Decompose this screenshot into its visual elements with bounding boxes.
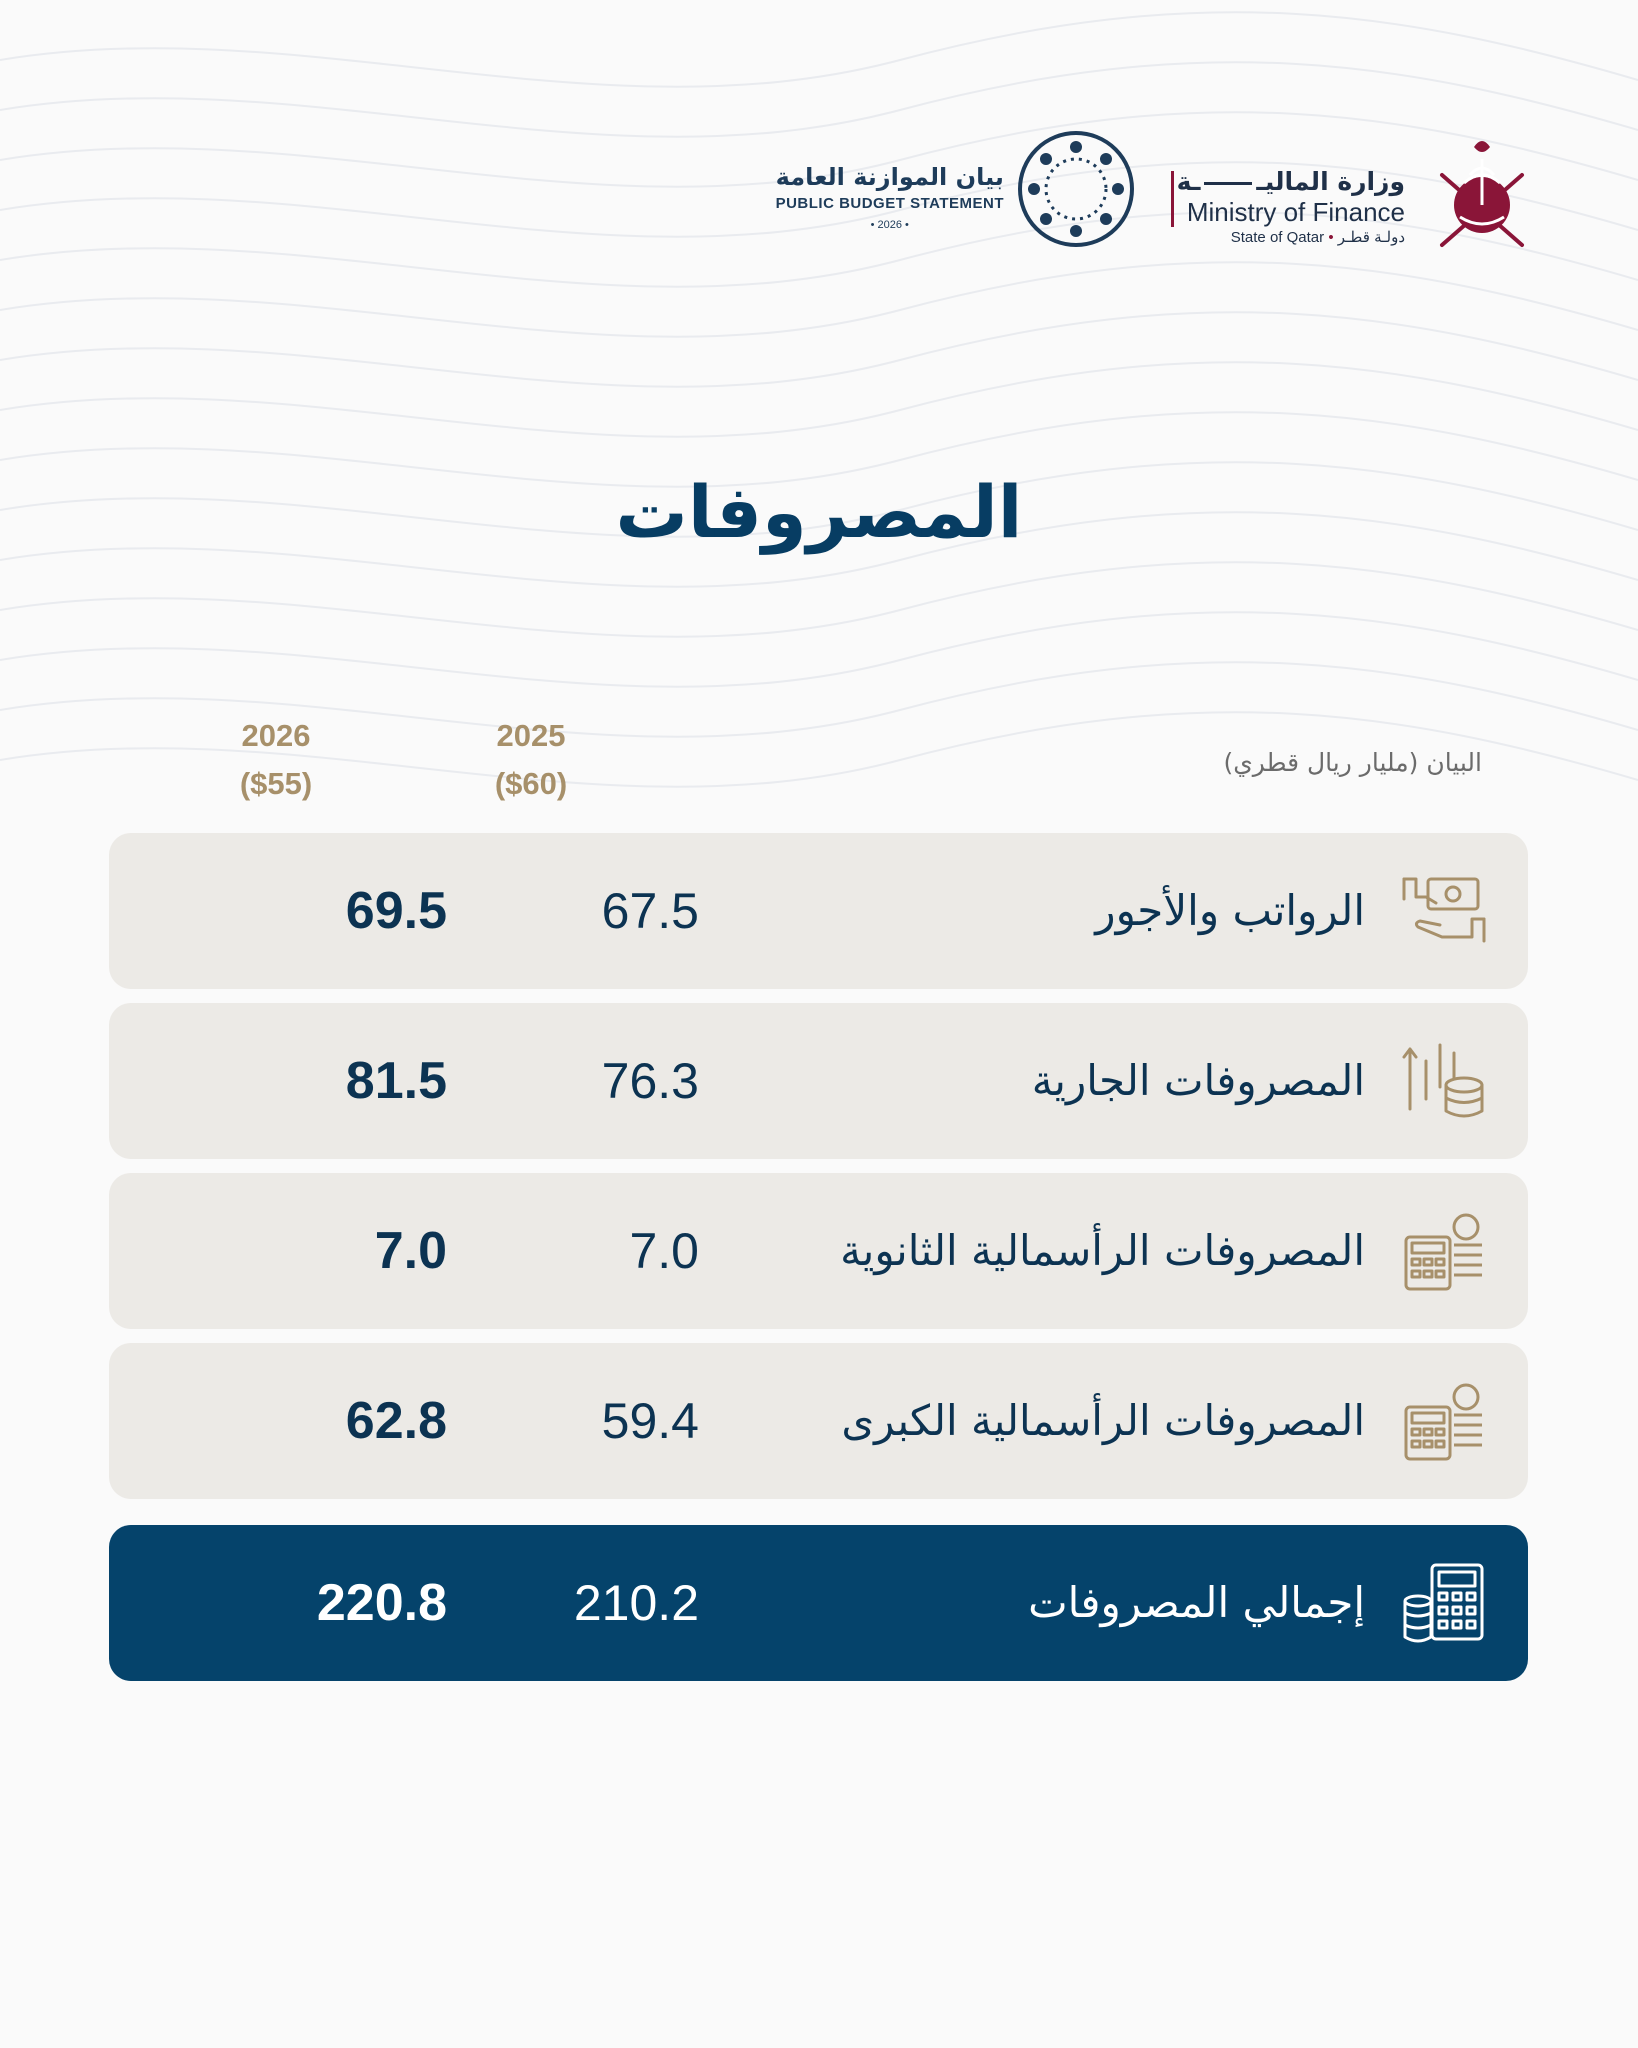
value-2026: 69.5 [345, 882, 447, 940]
ministry-name-ar: وزارة الماليـ [1256, 167, 1405, 196]
value-2026: 81.5 [345, 1052, 447, 1110]
value-2025: 7.0 [629, 1223, 699, 1279]
state-name-en: State of Qatar [1230, 229, 1325, 246]
ministry-name-ar-end: ـة [1176, 167, 1201, 196]
column-oil-price: ($55) [239, 766, 313, 801]
total-row [109, 1525, 1528, 1681]
budget-statement-emblem-icon [1014, 127, 1138, 251]
value-2026: 7.0 [374, 1222, 447, 1280]
table-row [109, 833, 1528, 989]
budget-name-en: PUBLIC BUDGET STATEMENT [775, 195, 1004, 212]
table-row [109, 1343, 1528, 1499]
budget-year: • 2026 • [870, 219, 909, 231]
column-year: 2026 [241, 718, 311, 753]
ministry-name-en: Ministry of Finance [1186, 197, 1405, 227]
column-header-2025 [421, 712, 641, 808]
dot-separator: • [1328, 229, 1334, 246]
calculator-cash-icon [1402, 1209, 1486, 1293]
salary-hand-icon [1402, 869, 1486, 953]
page-title: المصروفات [615, 470, 1023, 554]
value-2025: 67.5 [601, 883, 699, 939]
state-label [1177, 227, 1405, 249]
column-oil-price: ($60) [494, 766, 568, 801]
calculator-coins-icon [1402, 1561, 1486, 1645]
table-row [109, 1173, 1528, 1329]
coin-stack-chart-icon [1402, 1039, 1486, 1123]
row-label: الرواتب والأجور [1095, 886, 1365, 935]
header-divider [1171, 171, 1174, 227]
column-year: 2025 [496, 718, 566, 753]
qatar-emblem-icon [1434, 135, 1530, 255]
budget-statement-logo [776, 161, 1004, 235]
row-label: المصروفات الرأسمالية الثانوية [840, 1226, 1365, 1275]
value-2026: 220.8 [316, 1574, 447, 1632]
value-2026: 62.8 [345, 1392, 447, 1450]
dash-decoration [1204, 182, 1252, 185]
value-2025: 210.2 [573, 1575, 699, 1631]
column-header-2026 [166, 712, 386, 808]
value-2025: 59.4 [601, 1393, 699, 1449]
row-label: المصروفات الجارية [1031, 1056, 1365, 1105]
table-row [109, 1003, 1528, 1159]
value-2025: 76.3 [601, 1053, 699, 1109]
state-name-ar: دولـة قطـر [1337, 229, 1405, 246]
budget-name-ar: بيان الموازنة العامة [775, 163, 1004, 191]
header [630, 125, 1530, 275]
calculator-cash-icon [1402, 1379, 1486, 1463]
row-label: إجمالي المصروفات [1028, 1578, 1365, 1627]
row-label: المصروفات الرأسمالية الكبرى [841, 1396, 1365, 1445]
ministry-of-finance-logo [1177, 167, 1405, 249]
description-header: البيان (مليار ريال قطري) [1223, 748, 1482, 777]
